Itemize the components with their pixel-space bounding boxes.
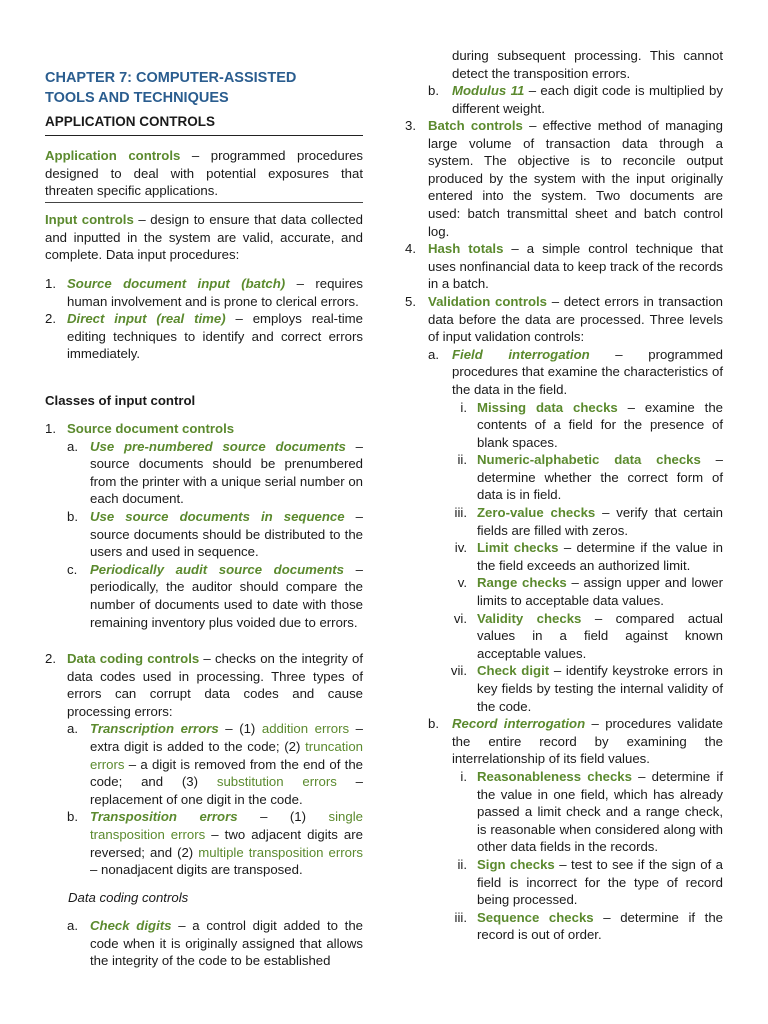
list-letter: a. [428, 346, 439, 362]
list-item [405, 293, 723, 346]
roman-item [405, 504, 723, 539]
roman-item [405, 399, 723, 452]
field-interrogation [405, 346, 723, 399]
text-run: – nonadjacent digits are transposed. [90, 862, 303, 878]
roman-item [405, 451, 723, 504]
list-term: Sign checks [477, 856, 555, 872]
list-text: – assign upper and lower limits to acceptable data values. [477, 575, 723, 609]
list-roman: iv. [454, 540, 467, 556]
list-term: Validity checks [477, 610, 582, 626]
term-truncation-errors: truncation errors [90, 738, 363, 772]
list-number: 3. [405, 118, 416, 133]
class-2-title: Data coding controls [67, 651, 200, 666]
continued-paragraph: during subsequent processing. This cannot detect the transposition errors. [452, 48, 723, 81]
roman-item [405, 539, 723, 574]
list-term: Source document input (batch) [67, 276, 286, 291]
sub-item [45, 917, 363, 970]
list-letter: b. [67, 809, 78, 825]
list-number: 5. [405, 293, 416, 309]
divider [45, 202, 363, 203]
list-term: Limit checks [477, 540, 559, 556]
list-text: – determine if the record is out of order. [477, 909, 723, 943]
list-term: Check digits [90, 918, 172, 933]
list-number: 1. [45, 421, 56, 436]
list-letter: b. [428, 83, 439, 98]
text-run: – two adjacent digits are reversed; and (2) [90, 826, 363, 860]
sub-item [45, 561, 363, 631]
check-digits-item [45, 917, 363, 970]
list-term: Reasonableness checks [477, 768, 632, 784]
classes-heading: Classes of input control [45, 393, 196, 408]
roman-item [405, 574, 723, 609]
term-single-transposition: single transposition errors [90, 809, 363, 842]
list-text: – effective method of managing large volume of transaction data through a system. The objective is to reconcile output produced by the system with the input originally entered into the system. Two documents are used: batch transmittal sheet and batch control log. [428, 118, 724, 239]
caption-data-coding: Data coding controls [68, 890, 189, 905]
list-number: 1. [45, 276, 56, 291]
list-term: Periodically audit source documents [90, 561, 345, 577]
list-text: – requires human involvement and is prone to clerical errors. [67, 276, 363, 309]
class-1-title: Source document controls [67, 421, 235, 436]
list-text: – a simple control technique that uses nonfinancial data to keep track of the records in a batch. [428, 241, 723, 292]
list-roman: vii. [450, 663, 467, 679]
list-text: – determine whether the correct form of data is in field. [477, 452, 724, 503]
list-item [405, 240, 723, 293]
list-term: Range checks [477, 575, 567, 591]
list-letter: b. [428, 716, 439, 732]
list-text: – verify that certain fields are filled with zeros. [477, 505, 723, 538]
list-term: Hash totals [428, 241, 504, 257]
chapter-title [45, 68, 363, 108]
list-term: Modulus 11 [452, 83, 525, 98]
list-roman: iii. [454, 909, 467, 925]
list-text: – each digit code is multiplied by different weight. [452, 83, 723, 116]
list-text: – a control digit added to the code when it is originally assigned that allows the integrity of the code to be established [90, 918, 363, 969]
text-run: – a digit is removed from the end of the code; and (3) [90, 756, 363, 790]
list-roman: ii. [457, 452, 467, 468]
roman-item [405, 610, 723, 663]
list-item [45, 275, 363, 310]
list-text: – procedures validate the entire record by examining the interrelationship of its field values. [452, 716, 723, 767]
sub-item [45, 438, 363, 508]
list-text: – determine if the value in one field, which has already passed a limit check and a range check, is reasonable when considered along with other data fields in the records. [477, 768, 723, 855]
list-term: Validation controls [428, 293, 548, 309]
list-term: Use pre-numbered source documents [90, 438, 346, 454]
sub-item [405, 82, 723, 117]
list-text: – source documents should be distributed to the users and used in sequence. [90, 508, 363, 560]
section-heading: APPLICATION CONTROLS [45, 113, 363, 136]
list-item [45, 310, 363, 363]
term-substitution-errors: substitution errors [216, 774, 337, 790]
list-text: – employs real-time editing techniques to identify and correct errors immediately. [67, 311, 363, 362]
chapter-title-line1: CHAPTER 7: COMPUTER-ASSISTED [45, 70, 297, 86]
term-application-controls: Application controls [45, 148, 181, 163]
class-1 [45, 420, 363, 631]
list-letter: a. [67, 918, 78, 933]
list-roman: iii. [454, 505, 467, 521]
list-letter: a. [67, 721, 78, 737]
list-text: – identify keystroke errors in key fields by testing the internal validity of the code. [477, 663, 723, 714]
list-text: – periodically, the auditor should compare the number of documents used to date with those remaining inventory plus voided due to errors. [90, 561, 363, 630]
text-run: – extra digit is added to the code; (2) [90, 721, 363, 754]
class-2-text: – checks on the integrity of data codes used in processing. Three types of errors can corrupt data codes and cause processing errors: [67, 651, 363, 719]
list-term: Transposition errors [90, 809, 238, 825]
list-roman: ii. [457, 856, 467, 872]
list-term: Transcription errors [90, 721, 219, 737]
chapter-title-line2: TOOLS AND TECHNIQUES [45, 90, 229, 106]
text-run: – (1) [237, 809, 329, 825]
list-number: 2. [45, 311, 56, 327]
text-run: – (1) [218, 721, 262, 737]
intro-paragraph [45, 147, 363, 200]
list-letter: a. [67, 438, 78, 454]
list-text: – programmed procedures that examine the characteristics of the data in the field. [452, 346, 723, 397]
list-number: 2. [45, 651, 56, 666]
list-letter: b. [67, 508, 78, 524]
list-item [405, 117, 723, 240]
roman-item [405, 768, 723, 856]
intro-text: – programmed procedures designed to deal with potential exposures that threaten specific applications. [45, 148, 364, 199]
list-letter: c. [67, 561, 78, 577]
text-run: – replacement of one digit in the code. [90, 774, 364, 807]
term-multiple-transposition: multiple transposition errors [198, 844, 363, 860]
list-roman: i. [460, 399, 467, 415]
roman-item [405, 856, 723, 909]
roman-item [405, 662, 723, 715]
term-input-controls: Input controls [45, 212, 134, 227]
sub-item [45, 808, 363, 878]
input-controls-text: – design to ensure that data collected and inputted in the system are valid, accurate, and complete. Data input procedures: [45, 212, 363, 263]
record-interrogation [405, 715, 723, 768]
term-addition-errors: addition errors [261, 721, 350, 737]
list-roman: v. [457, 575, 467, 591]
list-text: – test to see if the sign of a field is incorrect for the type of record being processed. [477, 856, 724, 908]
list-text: – determine if the value in the field exceeds an authorized limit. [477, 540, 723, 573]
data-input-list [45, 275, 363, 363]
class-2 [45, 650, 363, 879]
input-controls-paragraph [45, 211, 363, 264]
list-term: Field interrogation [452, 346, 590, 362]
list-term: Zero-value checks [477, 505, 596, 521]
list-term: Use source documents in sequence [90, 508, 345, 524]
list-term: Check digit [477, 663, 550, 679]
class-2-intro [45, 650, 363, 720]
numbered-list [405, 117, 723, 944]
class-1-title-row [45, 420, 363, 438]
list-term: Batch controls [428, 118, 523, 133]
sub-item [45, 720, 363, 808]
list-term: Numeric-alphabetic data checks [477, 452, 701, 468]
list-text: – examine the contents of a field for the presence of blank spaces. [477, 399, 724, 450]
list-roman: vi. [453, 610, 467, 626]
continued-text [405, 47, 723, 82]
list-term: Missing data checks [477, 399, 618, 415]
list-roman: i. [460, 768, 467, 784]
list-text: – compared actual values in a field against known acceptable values. [477, 610, 723, 661]
list-number: 4. [405, 241, 416, 257]
sub-item [45, 508, 363, 561]
list-term: Direct input (real time) [67, 311, 226, 327]
roman-item [405, 909, 723, 944]
list-term: Sequence checks [477, 909, 594, 925]
list-term: Record interrogation [452, 716, 586, 732]
modulus-item [405, 82, 723, 117]
list-text: – detect errors in transaction data before the data are processed. Three levels of input validation controls: [428, 293, 723, 345]
list-text: – source documents should be prenumbered from the printer with a unique serial number on each document. [90, 438, 363, 507]
